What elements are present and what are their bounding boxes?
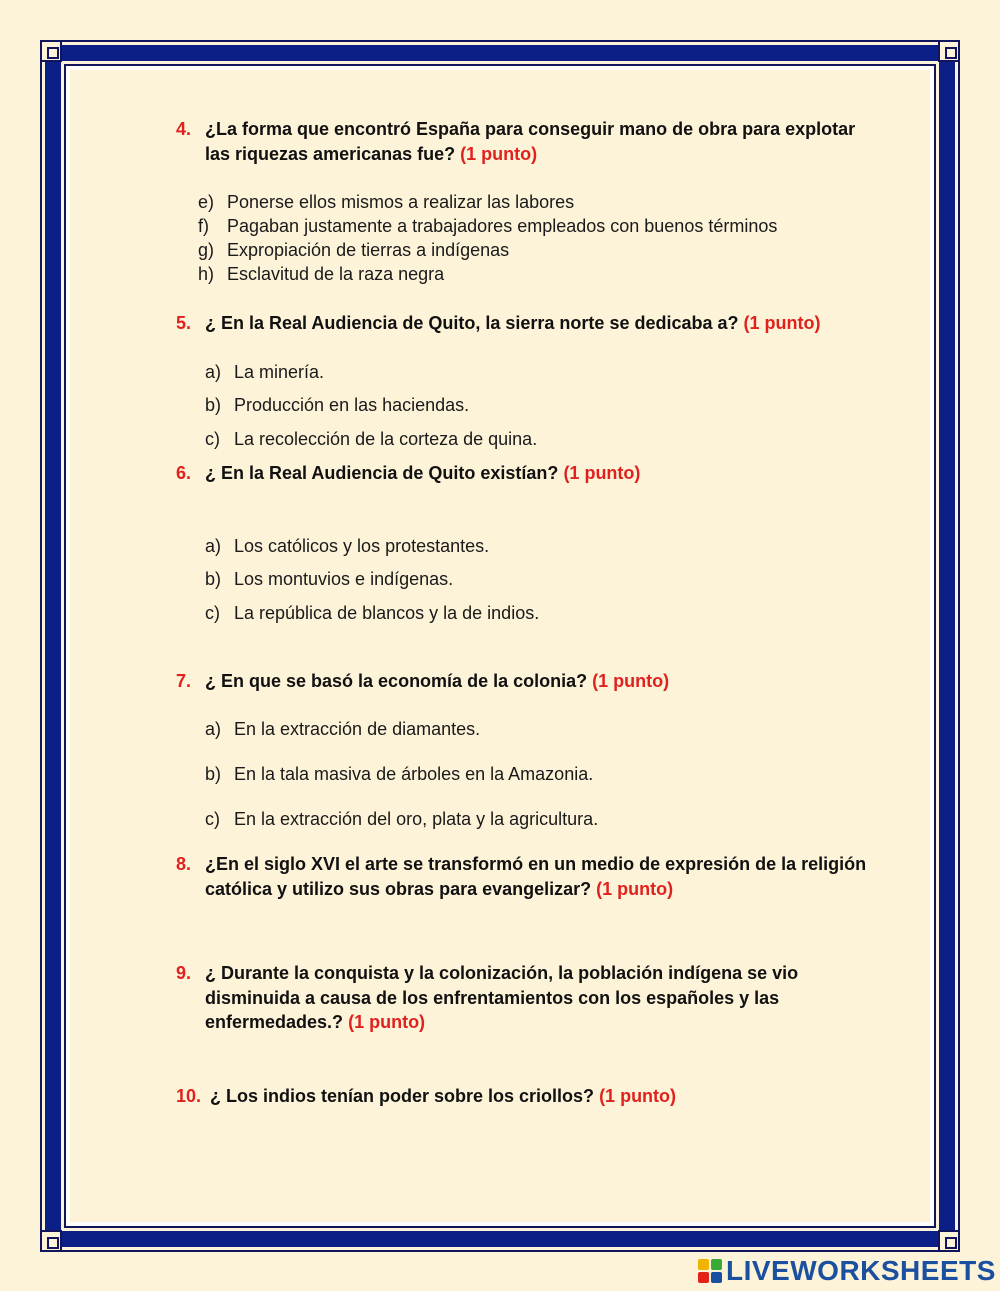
answer-option[interactable]: e) Ponerse ellos mismos a realizar las labores <box>198 192 575 212</box>
question-text: ¿ En que se basó la economía de la colonia? <box>205 671 588 691</box>
question-points: (1 punto) <box>743 313 821 333</box>
answer-option[interactable]: c) La república de blancos y la de indios. <box>205 603 540 623</box>
answer-option[interactable]: b) En la tala masiva de árboles en la Amazonia. <box>205 764 594 784</box>
question-text: ¿ En la Real Audiencia de Quito, la sierra norte se dedicaba a? <box>205 313 739 333</box>
question-number: 6. <box>176 463 192 483</box>
question-6 <box>176 461 876 486</box>
question-text: ¿La forma que encontró España para conseguir mano de obra para explotar las riquezas americanas fue? <box>205 119 856 164</box>
answer-option[interactable]: c) En la extracción del oro, plata y la agricultura. <box>205 809 599 829</box>
question-number: 5. <box>176 313 192 333</box>
question-4 <box>176 117 876 166</box>
question-8 <box>176 852 876 901</box>
question-points: (1 punto) <box>563 463 641 483</box>
question-5 <box>176 311 876 336</box>
question-text: ¿ Durante la conquista y la colonización, la población indígena se vio disminuida a causa de los enfrentamientos con los españoles y las enfermedades.? <box>205 963 799 1032</box>
liveworksheets-logo-icon <box>698 1259 722 1283</box>
frame-corner-ornament <box>938 40 960 62</box>
answer-option[interactable]: a) La minería. <box>205 362 325 382</box>
frame-corner-ornament <box>938 1230 960 1252</box>
answer-option[interactable]: a) Los católicos y los protestantes. <box>205 536 490 556</box>
question-7 <box>176 669 876 694</box>
answer-option[interactable]: h) Esclavitud de la raza negra <box>198 264 445 284</box>
question-number: 9. <box>176 963 192 983</box>
frame-corner-ornament <box>40 40 62 62</box>
answer-option[interactable]: c) La recolección de la corteza de quina. <box>205 429 538 449</box>
question-points: (1 punto) <box>596 878 674 899</box>
question-points: (1 punto) <box>599 1086 677 1106</box>
question-number: 8. <box>176 854 192 874</box>
answer-option[interactable]: b) Producción en las haciendas. <box>205 395 470 415</box>
answer-option[interactable]: b) Los montuvios e indígenas. <box>205 569 454 589</box>
answer-option[interactable]: g) Expropiación de tierras a indígenas <box>198 240 510 260</box>
question-number: 7. <box>176 671 192 691</box>
frame-corner-ornament <box>40 1230 62 1252</box>
liveworksheets-logo[interactable] <box>698 1254 996 1288</box>
answer-option[interactable]: a) En la extracción de diamantes. <box>205 719 481 739</box>
question-number: 10. <box>176 1086 202 1106</box>
question-10 <box>176 1084 876 1109</box>
question-number: 4. <box>176 119 192 139</box>
question-points: (1 punto) <box>460 143 538 164</box>
question-text: ¿En el siglo XVI el arte se transformó en un medio de expresión de la religión católica y utilizo sus obras para evangelizar? <box>205 854 867 899</box>
answer-option[interactable]: f) Pagaban justamente a trabajadores empleados con buenos términos <box>198 216 778 236</box>
question-9 <box>176 961 876 1035</box>
question-points: (1 punto) <box>592 671 670 691</box>
question-text: ¿ En la Real Audiencia de Quito existían? <box>205 463 559 483</box>
logo-text: LIVEWORKSHEETS <box>726 1255 996 1286</box>
question-text: ¿ Los indios tenían poder sobre los criollos? <box>210 1086 595 1106</box>
question-points: (1 punto) <box>348 1012 426 1032</box>
